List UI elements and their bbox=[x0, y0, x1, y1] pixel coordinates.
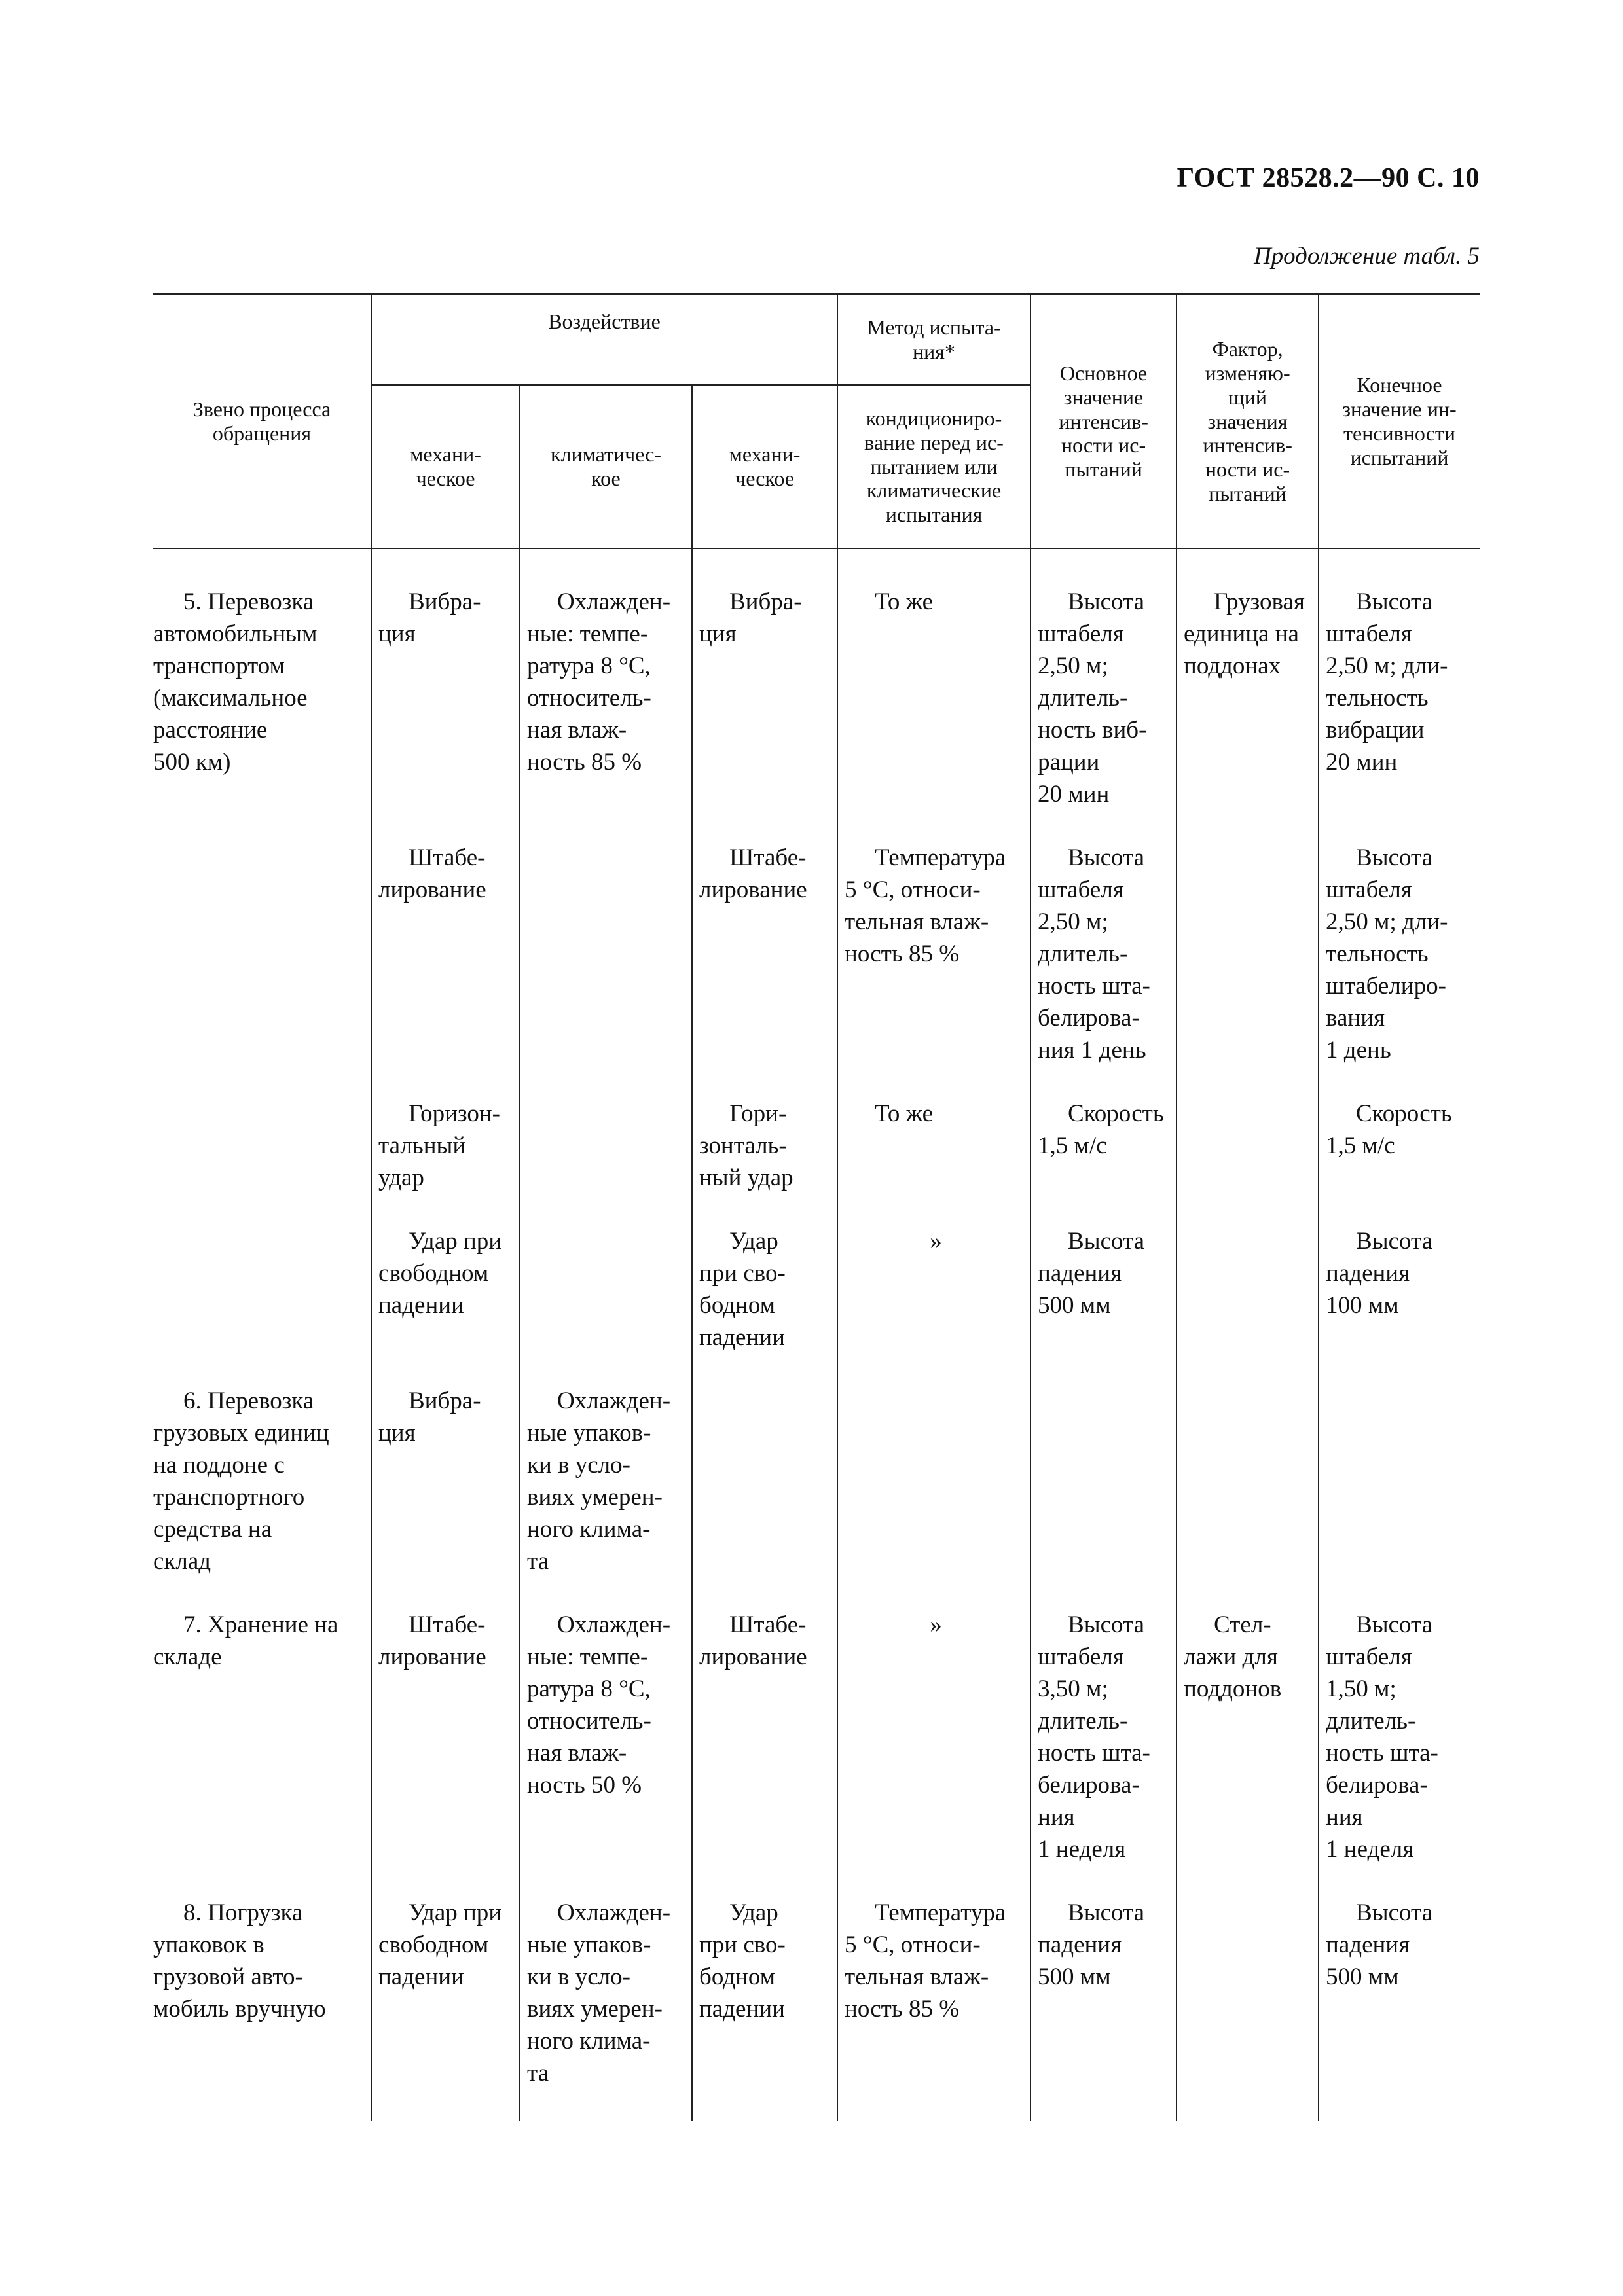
cell-impact-mech: Вибра- ция bbox=[371, 548, 520, 842]
cell-base: Высота падения 500 мм bbox=[1030, 1897, 1176, 2121]
header-link: Звено процесса обращения bbox=[153, 295, 371, 549]
cell-impact-climate bbox=[520, 1098, 692, 1225]
cell-link bbox=[153, 842, 371, 1098]
header-impact-mechanical: механи- ческое bbox=[371, 385, 520, 548]
table-row bbox=[153, 1609, 1480, 1897]
cell-factor bbox=[1176, 1098, 1319, 1225]
table-continuation-note: Продолжение табл. 5 bbox=[1253, 243, 1480, 270]
header-method: Метод испыта- ния* bbox=[837, 295, 1030, 386]
test-regime-table bbox=[153, 293, 1480, 2121]
cell-final: Высота штабеля 2,50 м; дли- тельность штабелиро- вания 1 день bbox=[1319, 842, 1480, 1098]
cell-base bbox=[1030, 1385, 1176, 1609]
table-header bbox=[153, 295, 1480, 549]
cell-method-cond: То же bbox=[837, 1098, 1030, 1225]
cell-impact-mech: Удар при свободном падении bbox=[371, 1225, 520, 1385]
cell-factor: Стел- лажи для поддонов bbox=[1176, 1609, 1319, 1897]
table-row bbox=[153, 548, 1480, 842]
cell-impact-climate: Охлажден- ные упаков- ки в усло- виях умерен- ного клима- та bbox=[520, 1385, 692, 1609]
cell-factor bbox=[1176, 1225, 1319, 1385]
header-impact: Воздействие bbox=[371, 295, 837, 386]
cell-method-cond: Температура 5 °С, относи- тельная влаж- ность 85 % bbox=[837, 842, 1030, 1098]
cell-method-mech bbox=[692, 1385, 837, 1609]
header-method-mechanical: механи- ческое bbox=[692, 385, 837, 548]
cell-impact-climate bbox=[520, 842, 692, 1098]
cell-link: 6. Перевозка грузовых единиц на поддоне с транспортного средства на склад bbox=[153, 1385, 371, 1609]
cell-factor bbox=[1176, 1897, 1319, 2121]
cell-method-mech: Удар при сво- бодном падении bbox=[692, 1225, 837, 1385]
cell-method-mech: Штабе- лирование bbox=[692, 1609, 837, 1897]
header-base-value: Основное значение интенсив- ности ис- пытаний bbox=[1030, 295, 1176, 549]
cell-impact-mech: Штабе- лирование bbox=[371, 1609, 520, 1897]
cell-final: Высота падения 500 мм bbox=[1319, 1897, 1480, 2121]
cell-final: Высота падения 100 мм bbox=[1319, 1225, 1480, 1385]
cell-method-cond bbox=[837, 1385, 1030, 1609]
cell-impact-mech: Штабе- лирование bbox=[371, 842, 520, 1098]
header-method-conditioning: кондициониро- вание перед ис- пытанием или климатические испытания bbox=[837, 385, 1030, 548]
cell-factor bbox=[1176, 842, 1319, 1098]
cell-method-cond: То же bbox=[837, 548, 1030, 842]
cell-method-cond: » bbox=[837, 1609, 1030, 1897]
header-impact-climatic: климатичес- кое bbox=[520, 385, 692, 548]
cell-final: Высота штабеля 1,50 м; длитель- ность шта- белирова- ния 1 неделя bbox=[1319, 1609, 1480, 1897]
cell-link: 5. Перевозка автомобильным транспортом (максимальное расстояние 500 км) bbox=[153, 548, 371, 842]
table-body bbox=[153, 548, 1480, 2121]
table-row bbox=[153, 842, 1480, 1098]
cell-base: Высота штабеля 2,50 м; длитель- ность шта- белирова- ния 1 день bbox=[1030, 842, 1176, 1098]
cell-impact-climate bbox=[520, 1225, 692, 1385]
cell-method-mech: Гори- зонталь- ный удар bbox=[692, 1098, 837, 1225]
cell-impact-climate: Охлажден- ные: темпе- ратура 8 °С, относитель- ная влаж- ность 85 % bbox=[520, 548, 692, 842]
cell-base: Высота штабеля 2,50 м; длитель- ность виб- рации 20 мин bbox=[1030, 548, 1176, 842]
cell-impact-mech: Вибра- ция bbox=[371, 1385, 520, 1609]
table-row bbox=[153, 1098, 1480, 1225]
header-final-value: Конечное значение ин- тенсивности испытаний bbox=[1319, 295, 1480, 549]
cell-method-mech: Штабе- лирование bbox=[692, 842, 837, 1098]
cell-link: 7. Хранение на складе bbox=[153, 1609, 371, 1897]
cell-base: Высота штабеля 3,50 м; длитель- ность шта- белирова- ния 1 неделя bbox=[1030, 1609, 1176, 1897]
cell-link bbox=[153, 1098, 371, 1225]
cell-link: 8. Погрузка упаковок в грузовой авто- мобиль вручную bbox=[153, 1897, 371, 2121]
table-row bbox=[153, 1897, 1480, 2121]
cell-final bbox=[1319, 1385, 1480, 1609]
cell-method-mech: Вибра- ция bbox=[692, 548, 837, 842]
cell-method-cond: » bbox=[837, 1225, 1030, 1385]
cell-method-cond: Температура 5 °С, относи- тельная влаж- ность 85 % bbox=[837, 1897, 1030, 2121]
cell-base: Высота падения 500 мм bbox=[1030, 1225, 1176, 1385]
cell-final: Высота штабеля 2,50 м; дли- тельность вибрации 20 мин bbox=[1319, 548, 1480, 842]
cell-final: Скорость 1,5 м/с bbox=[1319, 1098, 1480, 1225]
cell-factor: Грузовая единица на поддонах bbox=[1176, 548, 1319, 842]
cell-impact-mech: Горизон- тальный удар bbox=[371, 1098, 520, 1225]
cell-impact-climate: Охлажден- ные: темпе- ратура 8 °С, относитель- ная влаж- ность 50 % bbox=[520, 1609, 692, 1897]
cell-factor bbox=[1176, 1385, 1319, 1609]
table-row bbox=[153, 1225, 1480, 1385]
header-factor: Фактор, изменяю- щий значения интенсив- ности ис- пытаний bbox=[1176, 295, 1319, 549]
cell-impact-climate: Охлажден- ные упаков- ки в усло- виях умерен- ного клима- та bbox=[520, 1897, 692, 2121]
cell-impact-mech: Удар при свободном падении bbox=[371, 1897, 520, 2121]
table-row bbox=[153, 1385, 1480, 1609]
cell-method-mech: Удар при сво- бодном падении bbox=[692, 1897, 837, 2121]
document-header: ГОСТ 28528.2—90 С. 10 bbox=[1176, 163, 1480, 193]
cell-link bbox=[153, 1225, 371, 1385]
cell-base: Скорость 1,5 м/с bbox=[1030, 1098, 1176, 1225]
